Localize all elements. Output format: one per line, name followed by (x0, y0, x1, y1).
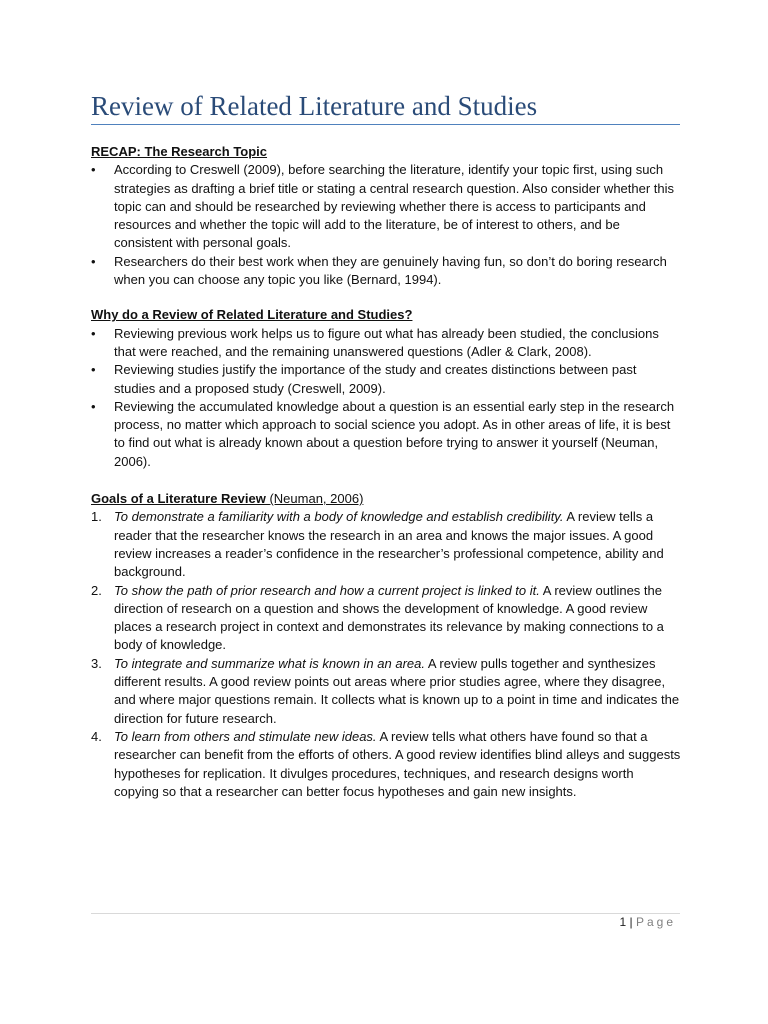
section-why-review (91, 306, 681, 471)
why-review-bullet-list (91, 325, 681, 471)
bullet-icon: • (91, 398, 96, 414)
goal-lead: To integrate and summarize what is known in an area. (114, 655, 425, 671)
goal-text: A review pulls together and synthesizes different results. A good review points out areas where prior studies agree, where they disagree, and where major questions remain. It collects what is known up to a point in time and indicates the direction for future research. (114, 655, 680, 726)
list-number: 2. (91, 582, 102, 598)
recap-bullet-list (91, 161, 681, 289)
list-item-text: Reviewing studies justify the importance of the study and creates distinctions between past studies and a proposed study (Creswell, 2009). (114, 362, 637, 396)
list-item (91, 655, 681, 728)
goals-heading-citation: (Neuman, 2006) (269, 491, 364, 507)
goals-numbered-list (91, 508, 681, 801)
list-item (91, 508, 681, 581)
goal-lead: To demonstrate a familiarity with a body of knowledge and establish credibility. (114, 509, 564, 525)
list-item-text: Reviewing previous work helps us to figure out what has already been studied, the conclusions that were reached, and the remaining unanswered questions (Adler & Clark, 2008). (114, 325, 659, 359)
list-item (91, 253, 681, 290)
goal-text: A review outlines the direction of research on a question and shows the development of knowledge. A good review places a research project in context and demonstrates its relevance by making connections to a body of knowledge. (114, 582, 664, 653)
page-label: Page (635, 915, 676, 929)
goal-text: A review tells a reader that the researcher knows the research in an area and knows the major issues. A good review increases a reader’s confidence in the researcher’s professional competence, ability and background. (114, 509, 664, 580)
section-heading-goals (91, 490, 681, 508)
list-number: 1. (91, 509, 102, 525)
list-item-text: Reviewing the accumulated knowledge about a question is an essential early step in the research process, no matter which approach to social science you adopt. As in other areas of life, it is best to find out what is already known about a question before trying to answer it yourself (Neuman, 2006). (114, 398, 675, 469)
goals-heading-text: Goals of a Literature Review (91, 491, 270, 507)
section-heading-why-review: Why do a Review of Related Literature and Studies? (91, 307, 413, 323)
goal-text: A review tells what others have found so that a researcher can benefit from the efforts of others. A good review identifies blind alleys and suggests hypotheses for replication. It divulges procedures, techniques, and research designs worth copying so that a researcher can better focus hypotheses and gain new insights. (114, 728, 681, 799)
footer-divider (91, 913, 680, 914)
list-item-text: Researchers do their best work when they are genuinely having fun, so don’t do boring research when you can choose any topic you like (Bernard, 1994). (114, 253, 667, 288)
section-recap (91, 143, 681, 289)
list-item (91, 398, 681, 471)
bullet-icon: • (91, 253, 96, 269)
list-item (91, 728, 681, 801)
page-footer (580, 915, 676, 929)
list-item (91, 582, 681, 655)
bullet-icon: • (91, 362, 96, 378)
section-goals (91, 490, 681, 801)
bullet-icon: • (91, 162, 96, 178)
page-number: 1 (619, 915, 627, 929)
list-item (91, 325, 681, 362)
goal-lead: To learn from others and stimulate new ideas. (114, 728, 377, 744)
list-number: 4. (91, 728, 102, 744)
list-number: 3. (91, 655, 102, 671)
list-item (91, 361, 681, 398)
document-title: Review of Related Literature and Studies (91, 91, 538, 121)
bullet-icon: • (91, 325, 96, 341)
list-item (91, 161, 681, 252)
footer-separator: | (626, 915, 636, 929)
section-heading-recap: RECAP: The Research Topic (91, 144, 268, 159)
document-body (91, 143, 681, 801)
list-item-text: According to Creswell (2009), before searching the literature, identify your topic first, using such strategies as drafting a brief title or stating a central research question. Also consider whether this topic can and should be researched by reviewing whether there is access to participants and resources and whether the topic will add to the literature, be of interest to others, and be consistent with personal goals. (114, 162, 675, 251)
goal-lead: To show the path of prior research and how a current project is linked to it. (114, 582, 540, 598)
title-underline (91, 124, 680, 125)
